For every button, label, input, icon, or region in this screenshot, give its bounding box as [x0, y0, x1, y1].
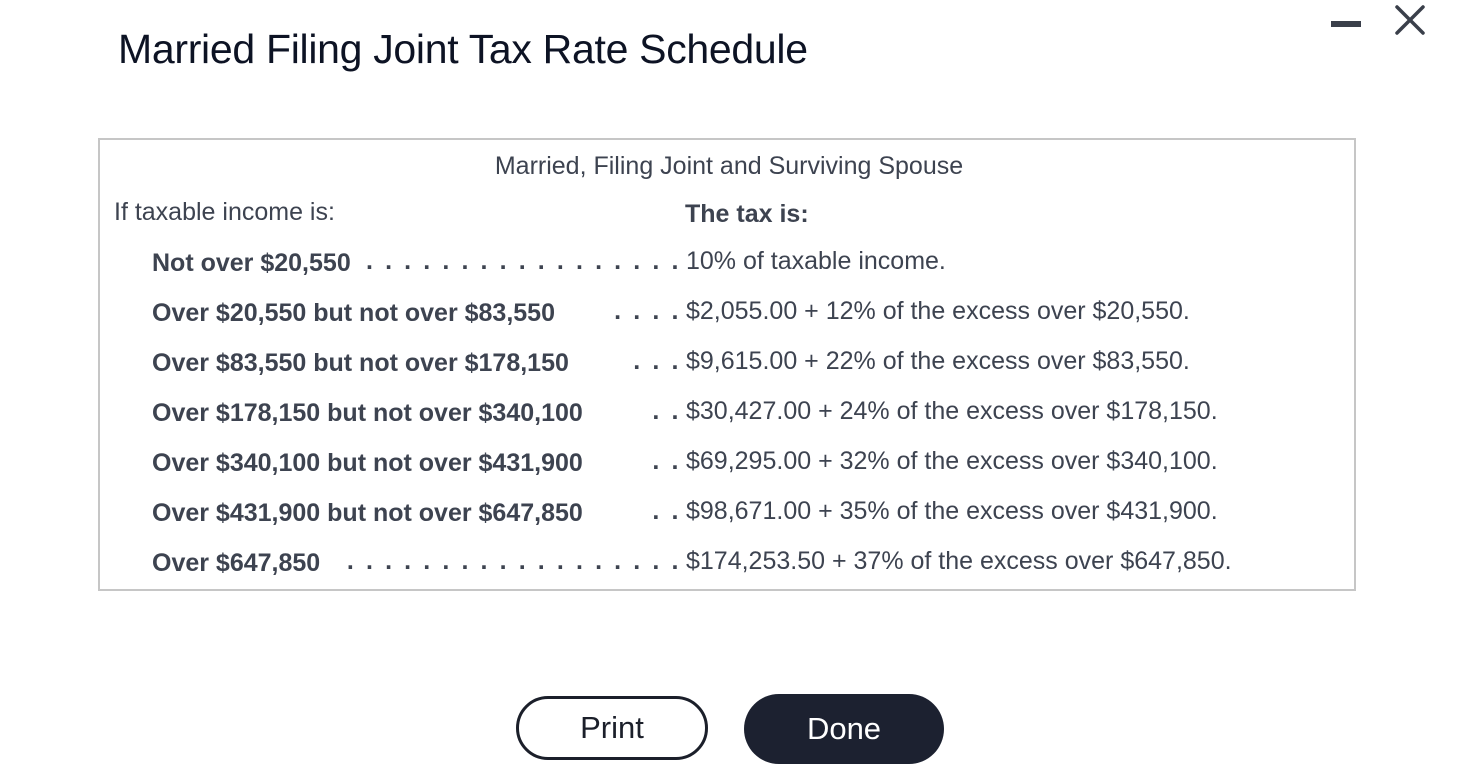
table-row	[100, 445, 1354, 485]
leader-dots: . .	[652, 397, 681, 425]
leader-dots: . . .	[633, 347, 681, 375]
income-range: Over $431,900 but not over $647,850	[152, 499, 583, 527]
x-icon	[1392, 2, 1428, 38]
table-row	[100, 395, 1354, 435]
tax-formula: $9,615.00 + 22% of the excess over $83,550.	[686, 347, 1190, 375]
close-button[interactable]	[1392, 2, 1428, 38]
tax-formula: $2,055.00 + 12% of the excess over $20,550.	[686, 297, 1190, 325]
table-row	[100, 545, 1354, 585]
dialog-title: Married Filing Joint Tax Rate Schedule	[118, 26, 808, 72]
income-range: Over $178,150 but not over $340,100	[152, 399, 583, 427]
table-row	[100, 495, 1354, 535]
minimize-button[interactable]	[1331, 12, 1361, 36]
income-range: Over $340,100 but not over $431,900	[152, 449, 583, 477]
tax-formula: 10% of taxable income.	[686, 247, 946, 275]
leader-dots: . . . .	[614, 297, 681, 325]
schedule-heading: Married, Filing Joint and Surviving Spouse	[494, 152, 964, 180]
done-button[interactable]: Done	[744, 694, 944, 764]
leader-dots: . .	[652, 447, 681, 475]
table-row	[100, 245, 1354, 285]
leader-dots: . . . . . . . . . . . . . . . . .	[365, 247, 681, 275]
tax-schedule-table	[98, 138, 1356, 591]
income-range: Not over $20,550	[152, 249, 351, 277]
leader-dots: . .	[652, 497, 681, 525]
table-row	[100, 345, 1354, 385]
tax-formula: $30,427.00 + 24% of the excess over $178,150.	[686, 397, 1218, 425]
tax-formula: $98,671.00 + 35% of the excess over $431,900.	[686, 497, 1218, 525]
table-row	[100, 295, 1354, 335]
tax-formula: $69,295.00 + 32% of the excess over $340,100.	[686, 447, 1218, 475]
income-range: Over $647,850	[152, 549, 321, 577]
income-range: Over $20,550 but not over $83,550	[152, 299, 555, 327]
tax-formula: $174,253.50 + 37% of the excess over $647,850.	[686, 547, 1232, 575]
minus-icon	[1331, 21, 1361, 27]
leader-dots: . . . . . . . . . . . . . . . . . .	[346, 547, 681, 575]
income-range: Over $83,550 but not over $178,150	[152, 349, 569, 377]
tax-column-label: The tax is:	[685, 200, 809, 228]
income-column-label: If taxable income is:	[114, 198, 335, 226]
print-button[interactable]: Print	[516, 696, 708, 760]
